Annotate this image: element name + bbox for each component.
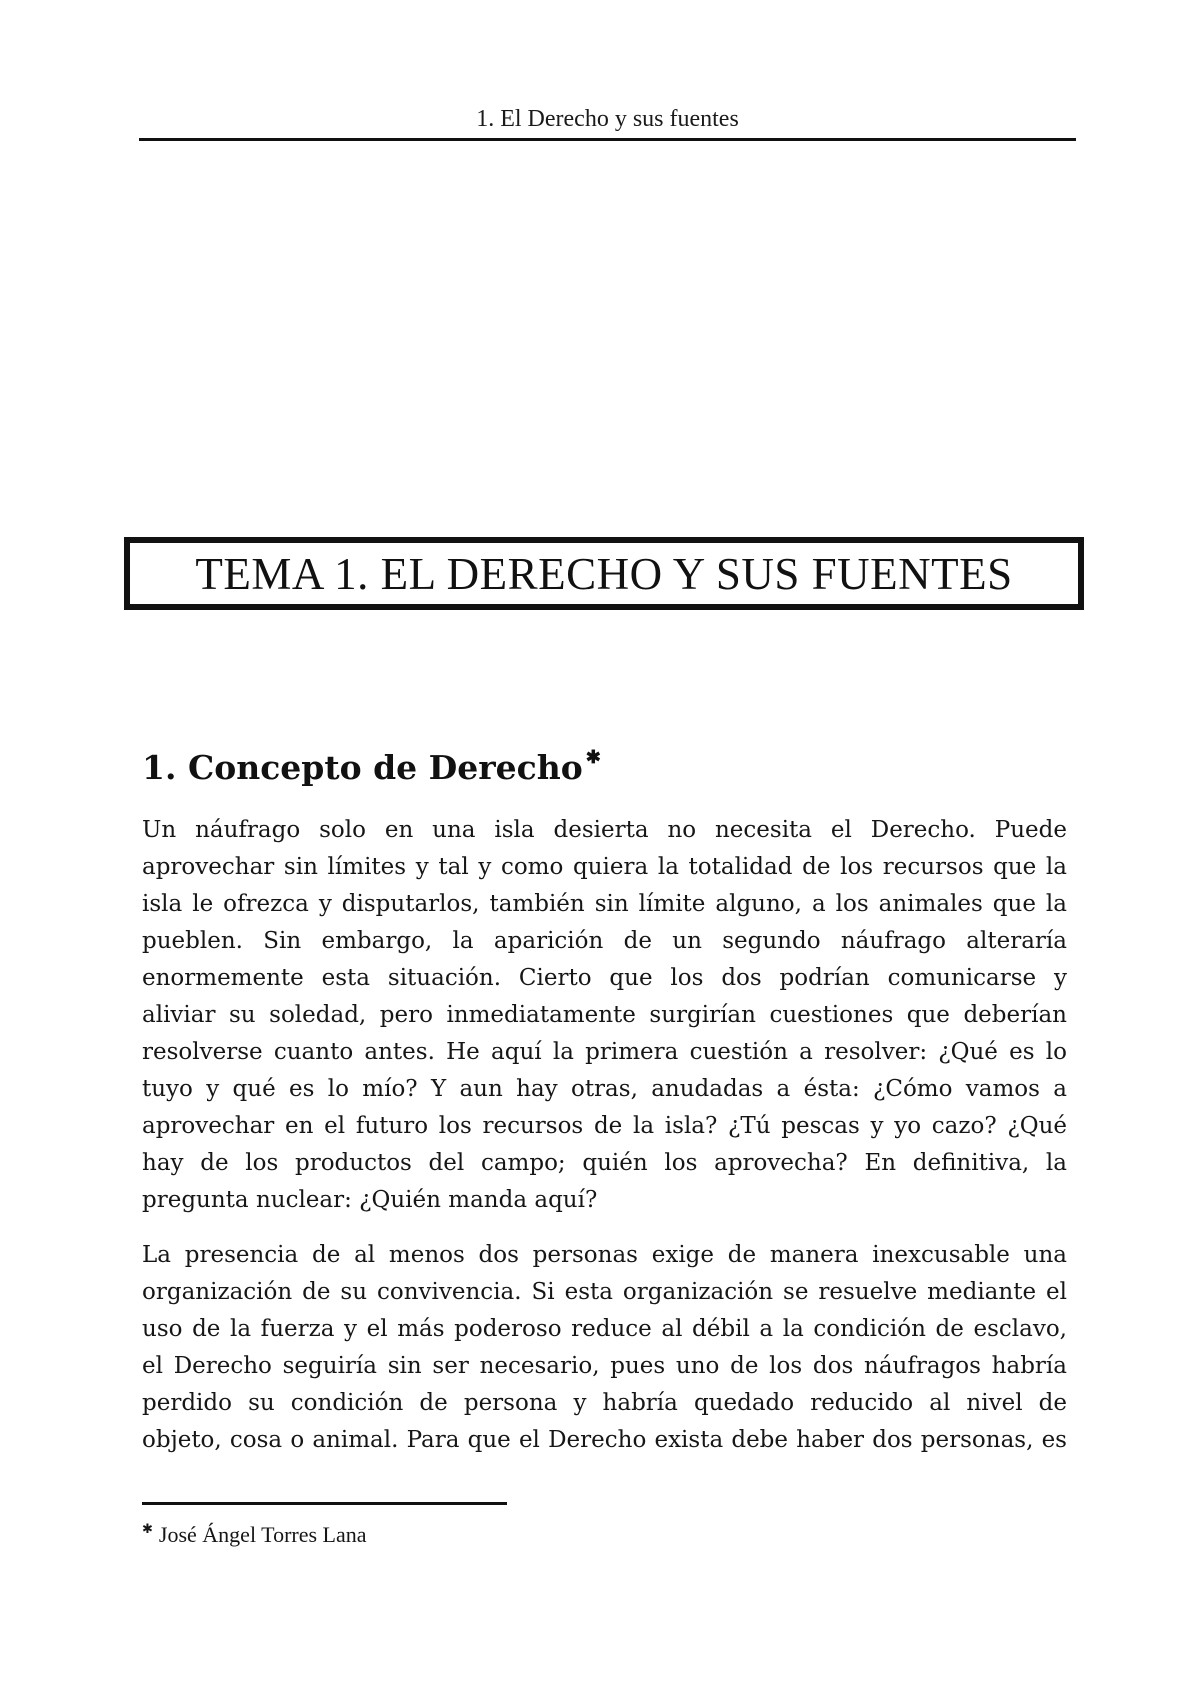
paragraph-line: pueblen. Sin embargo, la aparición de un segundo náufrago alteraría: [142, 928, 1067, 954]
section-heading-text: 1. Concepto de Derecho: [142, 748, 583, 787]
chapter-title-box: [124, 537, 1084, 610]
paragraph-line: pregunta nuclear: ¿Quién manda aquí?: [142, 1187, 598, 1213]
paragraph-line: aliviar su soledad, pero inmediatamente surgirían cuestiones que deberían: [142, 1002, 1067, 1028]
paragraph-line: La presencia de al menos dos personas exige de manera inexcusable una: [142, 1242, 1067, 1268]
paragraph-line: hay de los productos del campo; quién los aprovecha? En definitiva, la: [142, 1150, 1067, 1176]
header-rule: [139, 138, 1076, 141]
footnote-reference-mark[interactable]: ✱: [585, 747, 601, 768]
footnote-separator: [142, 1502, 507, 1505]
paragraph-line: el Derecho seguiría sin ser necesario, pues uno de los dos náufragos habría: [142, 1353, 1067, 1379]
paragraph-line: organización de su convivencia. Si esta organización se resuelve mediante el: [142, 1279, 1067, 1305]
paragraph-line: tuyo y qué es lo mío? Y aun hay otras, anudadas a ésta: ¿Cómo vamos a: [142, 1076, 1067, 1102]
paragraph-1: [142, 812, 1067, 1219]
paragraph-line: perdido su condición de persona y habría quedado reducido al nivel de: [142, 1390, 1067, 1416]
chapter-title: TEMA 1. EL DERECHO Y SUS FUENTES: [195, 548, 1013, 599]
paragraph-line: objeto, cosa o animal. Para que el Derecho exista debe haber dos personas, es: [142, 1427, 1067, 1453]
paragraph-line: resolverse cuanto antes. He aquí la primera cuestión a resolver: ¿Qué es lo: [142, 1039, 1067, 1065]
paragraph-2: [142, 1237, 1067, 1459]
running-header: 1. El Derecho y sus fuentes: [476, 106, 739, 132]
paragraph-line: isla le ofrezca y disputarlos, también sin límite alguno, a los animales que la: [142, 891, 1067, 917]
paragraph-line: uso de la fuerza y el más poderoso reduce al débil a la condición de esclavo,: [142, 1316, 1067, 1342]
paragraph-line: aprovechar sin límites y tal y como quiera la totalidad de los recursos que la: [142, 854, 1067, 880]
section-heading: [142, 748, 601, 794]
paragraph-line: aprovechar en el futuro los recursos de la isla? ¿Tú pescas y yo cazo? ¿Qué: [142, 1113, 1067, 1139]
paragraph-line: Un náufrago solo en una isla desierta no necesita el Derecho. Puede: [142, 817, 1067, 843]
footnote-mark: ✱: [142, 1521, 153, 1536]
footnote: [142, 1520, 367, 1553]
paragraph-line: enormemente esta situación. Cierto que los dos podrían comunicarse y: [142, 965, 1067, 991]
footnote-text: José Ángel Torres Lana: [158, 1522, 367, 1547]
